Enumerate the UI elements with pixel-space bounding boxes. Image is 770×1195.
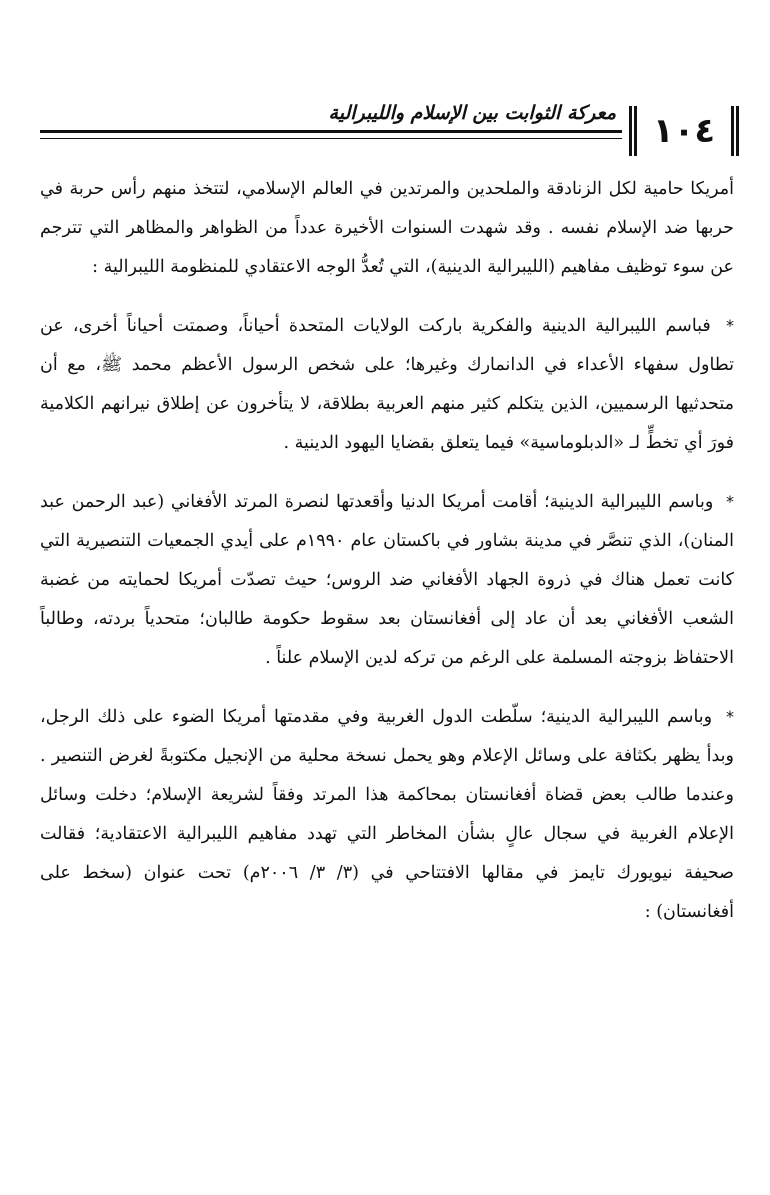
body-text: [40, 170, 734, 951]
paragraph: [40, 697, 734, 932]
paragraph-text: وباسم الليبرالية الدينية؛ أقامت أمريكا الدنيا وأقعدتها لنصرة المرتد الأفغاني (عبد الرحمن عبد المنان)، الذي تنصَّر في مدينة بشاور في باكستان عام ١٩٩٠م على أيدي الجمعيات التنصيرية التي كانت تعمل هناك في ذروة الجهاد الأفغاني ضد الروس؛ حيث تصدّت أمريكا لحمايته من غضبة الشعب الأفغاني بعد أن عاد إلى أفغانستان بعد سقوط حكومة طالبان؛ متحدياً بردته، وطالباً الاحتفاظ بزوجته المسلمة على الرغم من تركه لدين الإسلام علناً .: [40, 492, 735, 668]
header-rule-thin: [40, 138, 622, 139]
paragraph: [40, 482, 734, 678]
paragraph-text: فباسم الليبرالية الدينية والفكرية باركت الولايات المتحدة أحياناً، وصمتت أحياناً أخرى، عن تطاول سفهاء الأعداء في الدانمارك وغيرها؛ على شخص الرسول الأعظم محمد ﷺ، مع أن متحدثيها الرسميين، الذين يتكلم كثير منهم العربية بطلاقة، لا يتأخرون عن إطلاق نيرانهم الكلامية فورَ أي تخطٍّ لـ «الدبلوماسية» فيما يتعلق بقضايا اليهود الدينية .: [40, 316, 734, 453]
running-title: معركة الثوابت بين الإسلام والليبرالية: [328, 102, 616, 124]
paragraph: [40, 170, 734, 287]
paragraph-text: وباسم الليبرالية الدينية؛ سلّطت الدول الغربية وفي مقدمتها أمريكا الضوء على ذلك الرجل، وبدأ يظهر بكثافة على وسائل الإعلام وهو يحمل نسخة محلية من الإنجيل مكتوبةً لغرض التنصير . وعندما طالب بعض قضاة أفغانستان بمحاكمة هذا المرتد وفقاً لشريعة الإسلام؛ دخلت وسائل الإعلام الغربية في سجال عالٍ بشأن المخاطر التي تهدد مفاهيم الليبرالية الاعتقادية؛ فقالت صحيفة نيويورك تايمز في مقالها الافتتاحي في (٣/ ٣/ ٢٠٠٦م) تحت عنوان (سخط على أفغانستان) :: [40, 707, 734, 922]
header-rule-thick: [40, 130, 622, 133]
asterisk-bullet-icon: *: [726, 316, 734, 335]
page-number-frame: [634, 106, 734, 156]
page-number: ١٠٤: [652, 111, 716, 151]
asterisk-bullet-icon: *: [726, 707, 734, 726]
paragraph: [40, 306, 734, 463]
paragraph-text: أمريكا حامية لكل الزنادقة والملحدين والمرتدين في العالم الإسلامي، لتتخذ منهم رأس حربة في حربها ضد الإسلام نفسه . وقد شهدت السنوات الأخيرة عدداً من الظواهر والمظاهر التي تترجم عن سوء توظيف مفاهيم (الليبرالية الدينية)، التي تُعدُّ الوجه الاعتقادي للمنظومة الليبرالية :: [40, 179, 734, 277]
page-header: [40, 100, 734, 160]
asterisk-bullet-icon: *: [725, 492, 734, 511]
